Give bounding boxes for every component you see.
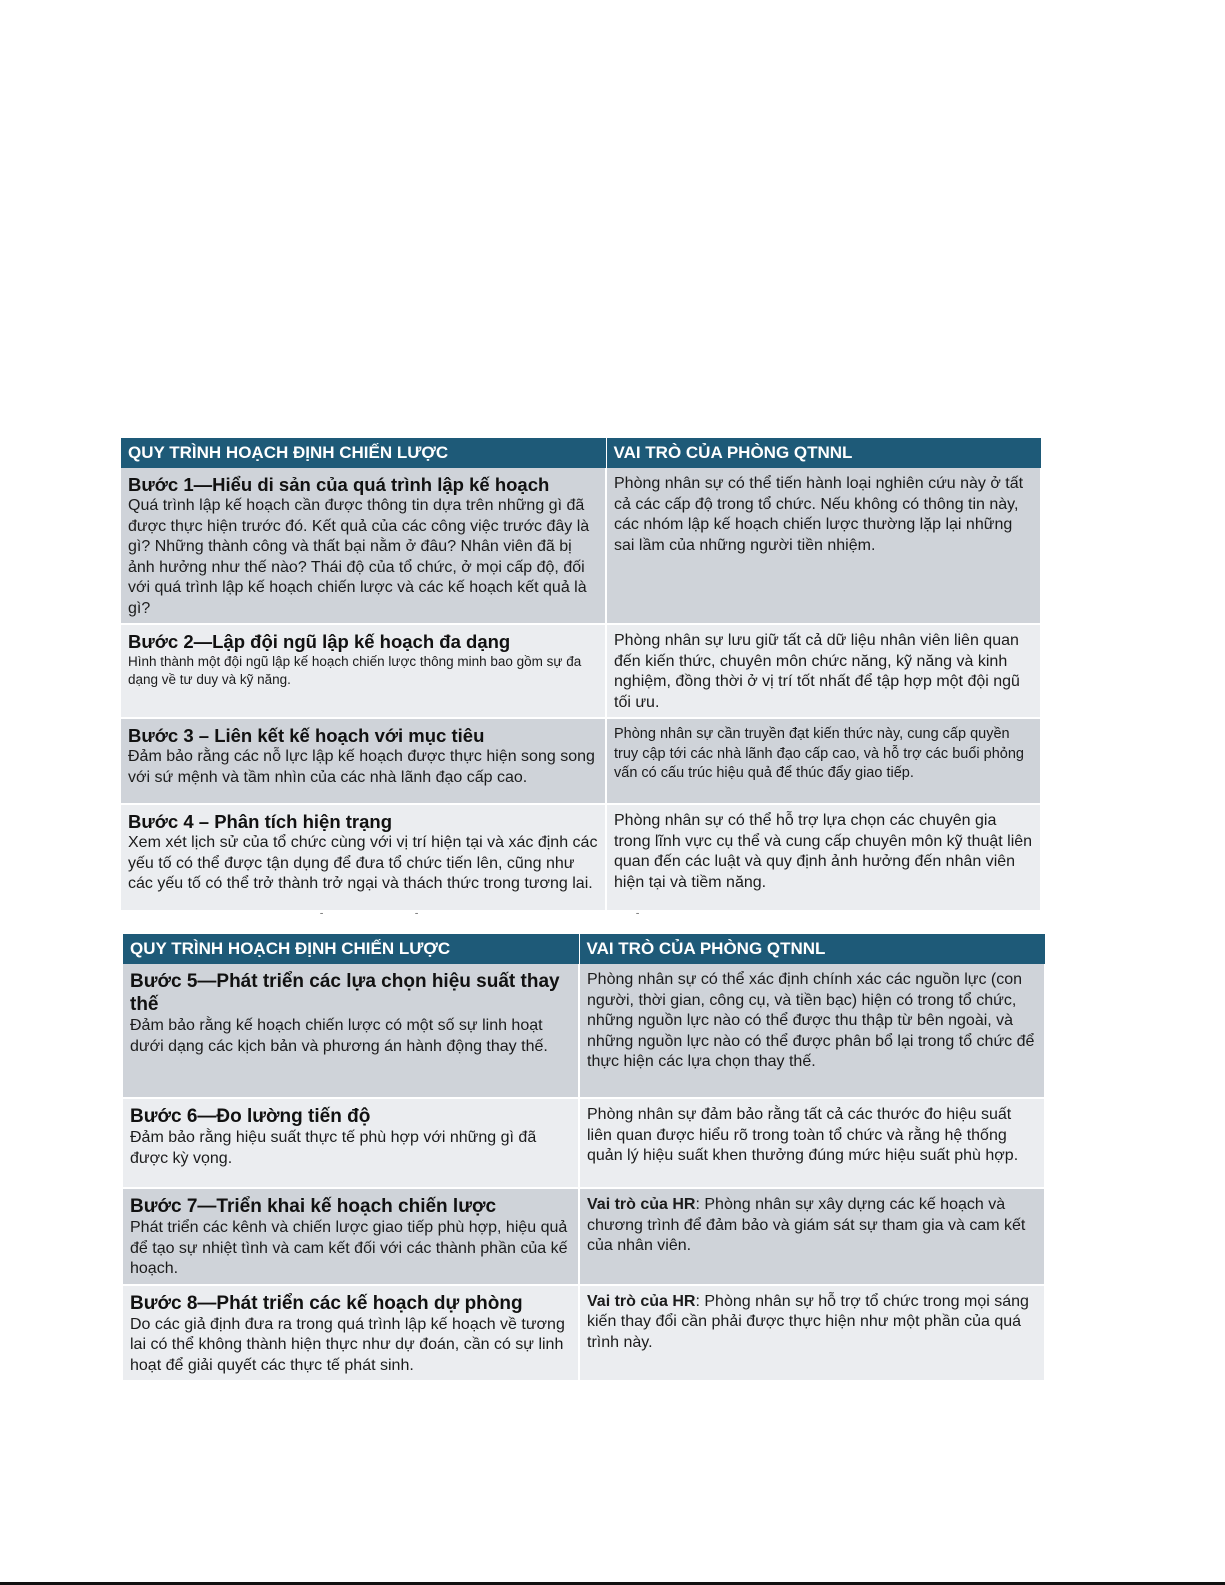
role-cell: [579, 964, 1045, 1098]
role-prefix: Vai trò của HR: [587, 1196, 696, 1213]
role-text: Phòng nhân sự có thể xác định chính xác các nguồn lực (con người, thời gian, công cụ, và tiền bạc) hiện có trong tổ chức, những nguồn lực nào có thể được thu thập từ bên ngoài, và những nguồn lực nào có thể được phân bổ lại trong tổ chức để thực hiện các lựa chọn thay thế.: [587, 971, 1035, 1070]
role-cell: [579, 1285, 1045, 1382]
role-text: Phòng nhân sự có thể hỗ trợ lựa chọn các chuyên gia trong lĩnh vực cụ thể và cung cấp chuyên môn kỹ thuật liên quan đến các luật và quy định ảnh hưởng đến nhân viên hiện tại và tiềm năng.: [614, 812, 1033, 891]
role-text: Phòng nhân sự cần truyền đạt kiến thức này, cung cấp quyền truy cập tới các nhà lãnh đạo cấp cao, và hỗ trợ các buổi phỏng vấn có cấu trúc hiệu quả để thúc đẩy giao tiếp.: [614, 726, 1024, 781]
table-row: [121, 624, 1041, 718]
table-header-row: [123, 934, 1045, 964]
role-cell: [579, 1188, 1045, 1285]
scan-mark: ˉ: [636, 912, 640, 923]
table-row: [123, 1285, 1045, 1382]
step-description: Do các giả định đưa ra trong quá trình lập kế hoạch về tương lai có thể không thành hiện thực như dự đoán, cần có sự linh hoạt để giải quyết các thực tế phát sinh.: [130, 1315, 565, 1374]
role-cell: [606, 624, 1041, 718]
role-text: Phòng nhân sự lưu giữ tất cả dữ liệu nhân viên liên quan đến kiến thức, chuyên môn chức năng, kỹ năng và kinh nghiệm, đồng thời ở vị trí tốt nhất để tập hợp một đội ngũ tối ưu.: [614, 632, 1020, 711]
step-cell: [121, 804, 606, 911]
header-hr-role: VAI TRÒ CỦA PHÒNG QTNNL: [606, 438, 1041, 468]
step-cell: [123, 1098, 579, 1188]
step-title: Bước 6—Đo lường tiến độ: [130, 1106, 371, 1127]
step-cell: [123, 1285, 579, 1382]
step-description: Đảm bảo rằng kế hoạch chiến lược có một số sự linh hoạt dưới dạng các kịch bản và phương án hành động thay thế.: [130, 1017, 548, 1055]
step-cell: [121, 624, 606, 718]
step-title: Bước 7—Triển khai kế hoạch chiến lược: [130, 1196, 497, 1217]
table-header-row: [121, 438, 1041, 468]
role-cell: [606, 468, 1041, 624]
step-title: Bước 4 – Phân tích hiện trạng: [128, 811, 393, 832]
role-text: Phòng nhân sự có thể tiến hành loại nghiên cứu này ở tất cả các cấp độ trong tổ chức. Nếu không có thông tin này, các nhóm lập kế hoạch chiến lược thường lặp lại những sai lầm của những người tiền nhiệm.: [614, 475, 1024, 554]
scan-mark: ˉ: [320, 912, 324, 923]
step-title: Bước 2—Lập đội ngũ lập kế hoạch đa dạng: [128, 631, 511, 652]
table-row: [123, 964, 1045, 1098]
step-description: Đảm bảo rằng hiệu suất thực tế phù hợp với những gì đã được kỳ vọng.: [130, 1129, 537, 1167]
role-text: : Phòng nhân sự xây dựng các kế hoạch và chương trình để đảm bảo và giám sát sự tham gia và cam kết của nhân viên.: [587, 1196, 1026, 1254]
table-row: [121, 804, 1041, 911]
role-cell: [606, 804, 1041, 911]
role-cell: [579, 1098, 1045, 1188]
role-prefix: Vai trò của HR: [587, 1292, 696, 1310]
step-cell: [123, 964, 579, 1098]
step-title: Bước 8—Phát triển các kế hoạch dự phòng: [130, 1292, 523, 1314]
step-cell: [121, 468, 606, 624]
step-description: Hình thành một đội ngũ lập kế hoạch chiến lược thông minh bao gồm sự đa dạng về tư duy và kỹ năng.: [128, 654, 582, 687]
table-row: [123, 1098, 1045, 1188]
role-cell: [606, 718, 1041, 804]
step-cell: [121, 718, 606, 804]
step-title: Bước 1—Hiểu di sản của quá trình lập kế hoạch: [128, 474, 550, 495]
step-title: Bước 5—Phát triển các lựa chọn hiệu suất thay thế: [130, 971, 560, 1015]
step-description: Phát triển các kênh và chiến lược giao tiếp phù hợp, hiệu quả để tạo sự nhiệt tình và cam kết đối với các thành phần của kế hoạch.: [130, 1219, 568, 1277]
step-description: Quá trình lập kế hoạch cần được thông tin dựa trên những gì đã được thực hiện trước đó. Kết quả của các công việc trước đây là gì? Những thành công và thất bại nằm ở đâu? Nhân viên đã bị ảnh hưởng như thế nào? Thái độ của tổ chức, ở mọi cấp độ, đối với quá trình lập kế hoạch chiến lược và các kế hoạch kết quả là gì?: [128, 497, 590, 617]
role-text: Phòng nhân sự đảm bảo rằng tất cả các thước đo hiệu suất liên quan được hiểu rõ trong toàn tổ chức và rằng hệ thống quản lý hiệu suất khen thưởng đúng mức hiệu suất phù hợp.: [587, 1106, 1019, 1164]
step-description: Đảm bảo rằng các nỗ lực lập kế hoạch được thực hiện song song với sứ mệnh và tầm nhìn của các nhà lãnh đạo cấp cao.: [128, 748, 595, 786]
table-row: [121, 718, 1041, 804]
table-row: [123, 1188, 1045, 1285]
header-process: QUY TRÌNH HOẠCH ĐỊNH CHIẾN LƯỢC: [121, 438, 606, 468]
scan-mark: ˉ: [415, 912, 419, 923]
header-hr-role: VAI TRÒ CỦA PHÒNG QTNNL: [579, 934, 1045, 964]
step-title: Bước 3 – Liên kết kế hoạch với mục tiêu: [128, 725, 485, 746]
table-row: [121, 468, 1041, 624]
step-cell: [123, 1188, 579, 1285]
step-description: Xem xét lịch sử của tổ chức cùng với vị trí hiện tại và xác định các yếu tố có thể được tận dụng để đưa tổ chức tiến lên, cũng như các yếu tố có thể trở thành trở ngại và thách thức trong tương lai.: [128, 834, 598, 892]
role-text: : Phòng nhân sự hỗ trợ tổ chức trong mọi sáng kiến thay đổi cần phải được thực hiện như một phần của quá trình này.: [587, 1292, 1029, 1351]
header-process: QUY TRÌNH HOẠCH ĐỊNH CHIẾN LƯỢC: [123, 934, 579, 964]
strategy-table-1: [121, 438, 1042, 912]
strategy-table-2: [123, 934, 1046, 1382]
